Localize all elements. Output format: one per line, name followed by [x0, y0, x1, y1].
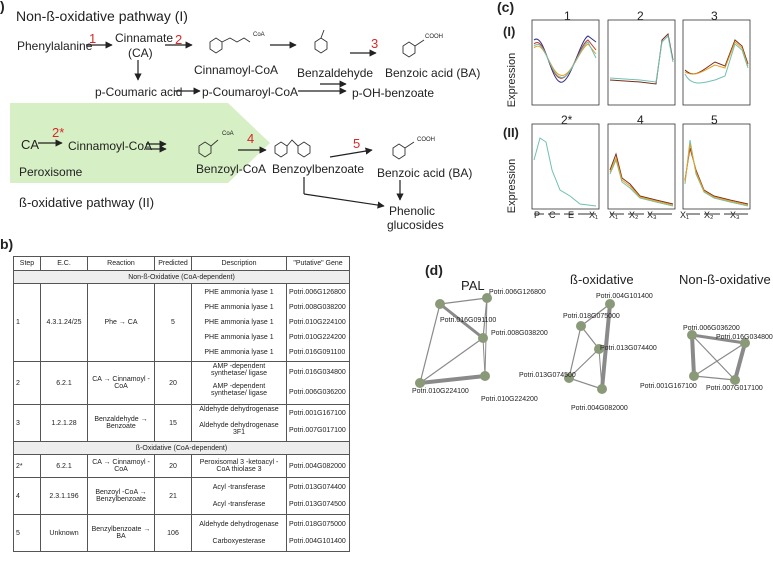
description-item: PHE ammonia lyase 1	[204, 349, 274, 356]
subplot-title-2star: 2*	[561, 113, 573, 127]
node-label: Potri.010G224100	[412, 388, 469, 395]
node-label: Potri.018G075000	[563, 313, 620, 320]
panel-c-label: (c)	[497, 0, 515, 15]
network-node	[478, 333, 488, 343]
cell-description	[192, 478, 287, 515]
ylabel-bottom: Expression	[506, 158, 519, 214]
cell-step: 2*	[14, 455, 41, 478]
gene-item: Potri.007G017100	[289, 427, 346, 434]
header-step: Step	[14, 257, 41, 271]
node-label: Potri.013G074500	[519, 372, 576, 379]
node-label: Potri.010G224200	[481, 396, 538, 403]
cell-step: 1	[14, 284, 41, 362]
pathway-arrows	[0, 0, 473, 235]
description-item: Aldehyde dehydrogenase 3F1	[199, 422, 279, 436]
subplot-title-2: 2	[637, 9, 644, 23]
table-row	[14, 478, 350, 515]
panel-a-label: )	[0, 0, 5, 14]
cell-predicted: 5	[155, 284, 192, 362]
x-tick: X₁	[589, 210, 599, 220]
x-tick: P	[534, 210, 541, 220]
step-5-label: 5	[353, 136, 361, 151]
description-item: Acyl -transferase	[212, 484, 266, 491]
benzoic-acid-2-label: Benzoic acid (BA)	[377, 166, 473, 180]
x-tick: X₃	[647, 210, 657, 220]
subplot-frame-1	[532, 20, 599, 105]
cooh-mini-label-2: COOH	[417, 137, 435, 143]
network-node	[415, 378, 425, 388]
gene-item: Potri.018G075000	[289, 521, 346, 528]
node-label: Potri.006G036200	[683, 325, 740, 332]
cinnamoyl-coa-box-label: Cinnamoyl-CoA	[68, 139, 153, 153]
row-label-2: (II)	[503, 125, 519, 140]
x-tick: X₃	[730, 210, 740, 220]
description-item: AMP -dependent synthetase/ ligase	[210, 383, 268, 397]
cell-reaction: Phe → CA	[88, 284, 155, 362]
series-line	[685, 144, 748, 205]
gene-item: Potri.006G036200	[289, 389, 346, 396]
cell-gene	[287, 362, 350, 405]
header-reaction: Reaction	[88, 257, 155, 271]
header-gene: "Putative" Gene	[287, 257, 350, 271]
x-tick: X₂	[704, 210, 714, 220]
step-2-label: 2	[175, 32, 183, 47]
table-header-row	[14, 257, 350, 271]
x-tick: X₂	[629, 210, 639, 220]
cell-step: 5	[14, 515, 41, 552]
description-item: Aldehyde dehydrogenase	[199, 521, 279, 528]
panel-b-label: b)	[0, 236, 14, 252]
cell-ec: 6.2.1	[41, 455, 88, 478]
nonbeta-pathway-title: Non-ß-oxidative pathway (I)	[16, 8, 188, 24]
cell-gene	[287, 405, 350, 442]
description-item: PHE ammonia lyase 1	[204, 319, 274, 326]
series-line	[685, 148, 748, 204]
cell-predicted: 20	[155, 455, 192, 478]
description-item: AMP -dependent synthetase/ ligase	[210, 363, 268, 377]
cell-ec: 6.2.1	[41, 362, 88, 405]
node-label: Potri.004G082000	[571, 405, 628, 412]
series-line	[610, 34, 673, 84]
benzoic-acid-label: Benzoic acid (BA)	[385, 66, 481, 80]
phenolic-label: Phenolic	[389, 204, 436, 218]
x-tick: E	[568, 210, 575, 220]
subplot-title-5: 5	[711, 113, 718, 127]
gene-item: Potri.010G224100	[289, 319, 346, 326]
gene-item: Potri.006G126800	[289, 289, 346, 296]
series-line	[534, 40, 596, 78]
gene-item: Potri.013G074500	[289, 501, 346, 508]
cell-reaction: CA → Cinnamoyl - CoA	[88, 362, 155, 405]
node-label: Potri.006G126800	[489, 289, 546, 296]
benzoylbenzoate-label: Benzoylbenzoate	[272, 162, 365, 176]
benzoyl-coa-label: Benzoyl-CoA	[196, 162, 267, 176]
network-node	[576, 321, 586, 331]
cell-predicted: 21	[155, 478, 192, 515]
subplot-title-4: 4	[637, 113, 644, 127]
network-node	[480, 371, 490, 381]
x-tick: X₁	[680, 210, 690, 220]
cinnamoyl-coa-label: Cinnamoyl-CoA	[194, 63, 279, 77]
description-item: Aldehyde dehydrogenase	[199, 406, 279, 413]
p-coumaroyl-coa-label: p-Coumaroyl-CoA	[202, 85, 299, 99]
node-label: Potri.001G167100	[640, 383, 697, 390]
table-row	[14, 362, 350, 405]
description-item: PHE ammonia lyase 1	[204, 304, 274, 311]
cell-gene	[287, 515, 350, 552]
cell-predicted: 106	[155, 515, 192, 552]
coa-mini-label: CoA	[253, 32, 265, 38]
network-node	[435, 299, 445, 309]
step-3-label: 3	[371, 36, 379, 51]
node-label: Potri.013G074400	[600, 345, 657, 352]
network-title-pal: PAL	[461, 278, 485, 293]
gene-item: Potri.004G101400	[289, 538, 346, 545]
step-2star-label: 2*	[52, 125, 65, 140]
ca-box-label: CA	[21, 137, 40, 152]
subplot-title-1: 1	[564, 9, 571, 23]
cell-reaction: Benzaldehyde → Benzoate	[88, 405, 155, 442]
cell-gene	[287, 478, 350, 515]
cell-description	[192, 405, 287, 442]
beta-pathway-title: ß-oxidative pathway (II)	[19, 195, 155, 210]
gene-table	[13, 256, 350, 552]
section-nonbeta: Non-ß-Oxidative (CoA-dependent)	[14, 271, 350, 284]
cell-predicted: 20	[155, 362, 192, 405]
cell-reaction: Benzoyl -CoA → Benzylbenzoate	[88, 478, 155, 515]
step-1-label: 1	[89, 31, 97, 46]
x-tick: X₁	[609, 210, 619, 220]
table-row	[14, 405, 350, 442]
step-4-label: 4	[247, 131, 255, 146]
peroxisome-label: Peroxisome	[19, 165, 83, 179]
panel-d-label: (d)	[425, 262, 443, 278]
node-label: Potri.016G091100	[440, 317, 497, 324]
node-label: Potri.007G017100	[706, 385, 763, 392]
cell-description	[192, 515, 287, 552]
network-title-nonbeta: Non-ß-oxidative	[679, 272, 771, 287]
description-item: PHE ammonia lyase 1	[204, 334, 274, 341]
cell-reaction: CA → Cinnamoyl - CoA	[88, 455, 155, 478]
p-coumaric-label: p-Coumaric acid	[95, 85, 183, 99]
cell-step: 2	[14, 362, 41, 405]
header-predicted: Predicted	[155, 257, 192, 271]
description-item: Acyl -transferase	[212, 501, 266, 508]
x-tick: C	[549, 210, 556, 220]
cell-gene	[287, 284, 350, 362]
series-line	[610, 36, 673, 82]
network-node	[605, 299, 615, 309]
header-description: Description	[192, 257, 287, 271]
table-row	[14, 455, 350, 478]
cooh-mini-label-1: COOH	[425, 34, 443, 40]
gene-item: Potri.016G091100	[289, 349, 346, 356]
row-label-1: (I)	[503, 24, 516, 39]
description-item: PHE ammonia lyase 1	[204, 289, 274, 296]
header-ec: E.C.	[41, 257, 88, 271]
gene-item: Potri.010G224200	[289, 334, 346, 341]
series-line	[610, 154, 673, 204]
gene-item: Potri.016G034800	[289, 369, 346, 376]
series-line	[685, 44, 748, 83]
node-label: Potri.004G101400	[596, 293, 653, 300]
gene-item: Potri.001G167100	[289, 410, 346, 417]
subplot-frame-2	[608, 20, 675, 105]
expression-plots	[530, 20, 759, 215]
gene-item: Potri.013G074400	[289, 484, 346, 491]
cell-predicted: 15	[155, 405, 192, 442]
description-item: Carboxyesterase	[212, 538, 266, 545]
glucosides-label: glucosides	[387, 218, 444, 232]
cell-ec: 1.2.1.28	[41, 405, 88, 442]
phenylalanine-label: Phenylalanine	[17, 39, 93, 53]
section-beta: ß-Oxidative (CoA-dependent)	[14, 442, 350, 455]
network-node	[730, 375, 740, 385]
cell-ec: Unknown	[41, 515, 88, 552]
cell-ec: 4.3.1.24/25	[41, 284, 88, 362]
cell-step: 3	[14, 405, 41, 442]
cell-step: 4	[14, 478, 41, 515]
ca-label: (CA)	[128, 46, 153, 60]
cinnamate-label: Cinnamate	[115, 31, 174, 45]
node-label: Potri.016G034800	[716, 334, 773, 341]
coa-mini-label-2: CoA	[222, 131, 234, 137]
cell-reaction: Benzylbenzoate → BA	[88, 515, 155, 552]
p-oh-benzoate-label: p-OH-benzoate	[352, 86, 435, 100]
cell-gene: Potri.004G082000	[287, 455, 350, 478]
series-line	[534, 138, 596, 206]
cell-ec: 2.3.1.196	[41, 478, 88, 515]
node-label: Potri.008G038200	[491, 330, 548, 337]
subplot-title-3: 3	[711, 9, 718, 23]
coexpression-networks	[400, 280, 759, 420]
benzaldehyde-label: Benzaldehyde	[297, 66, 374, 80]
network-node	[689, 371, 699, 381]
subplot-frame-2star	[532, 124, 599, 209]
cell-description: Peroxisomal 3 -ketoacyl - CoA thiolase 3	[192, 455, 287, 478]
table-row	[14, 284, 350, 362]
network-title-beta: ß-oxidative	[570, 272, 634, 287]
cell-description	[192, 362, 287, 405]
table-row	[14, 515, 350, 552]
cell-description	[192, 284, 287, 362]
x-axis-ticks	[534, 210, 759, 224]
network-node	[597, 384, 607, 394]
gene-item: Potri.008G038200	[289, 304, 346, 311]
ylabel-top: Expression	[506, 52, 519, 108]
series-line	[685, 140, 748, 206]
